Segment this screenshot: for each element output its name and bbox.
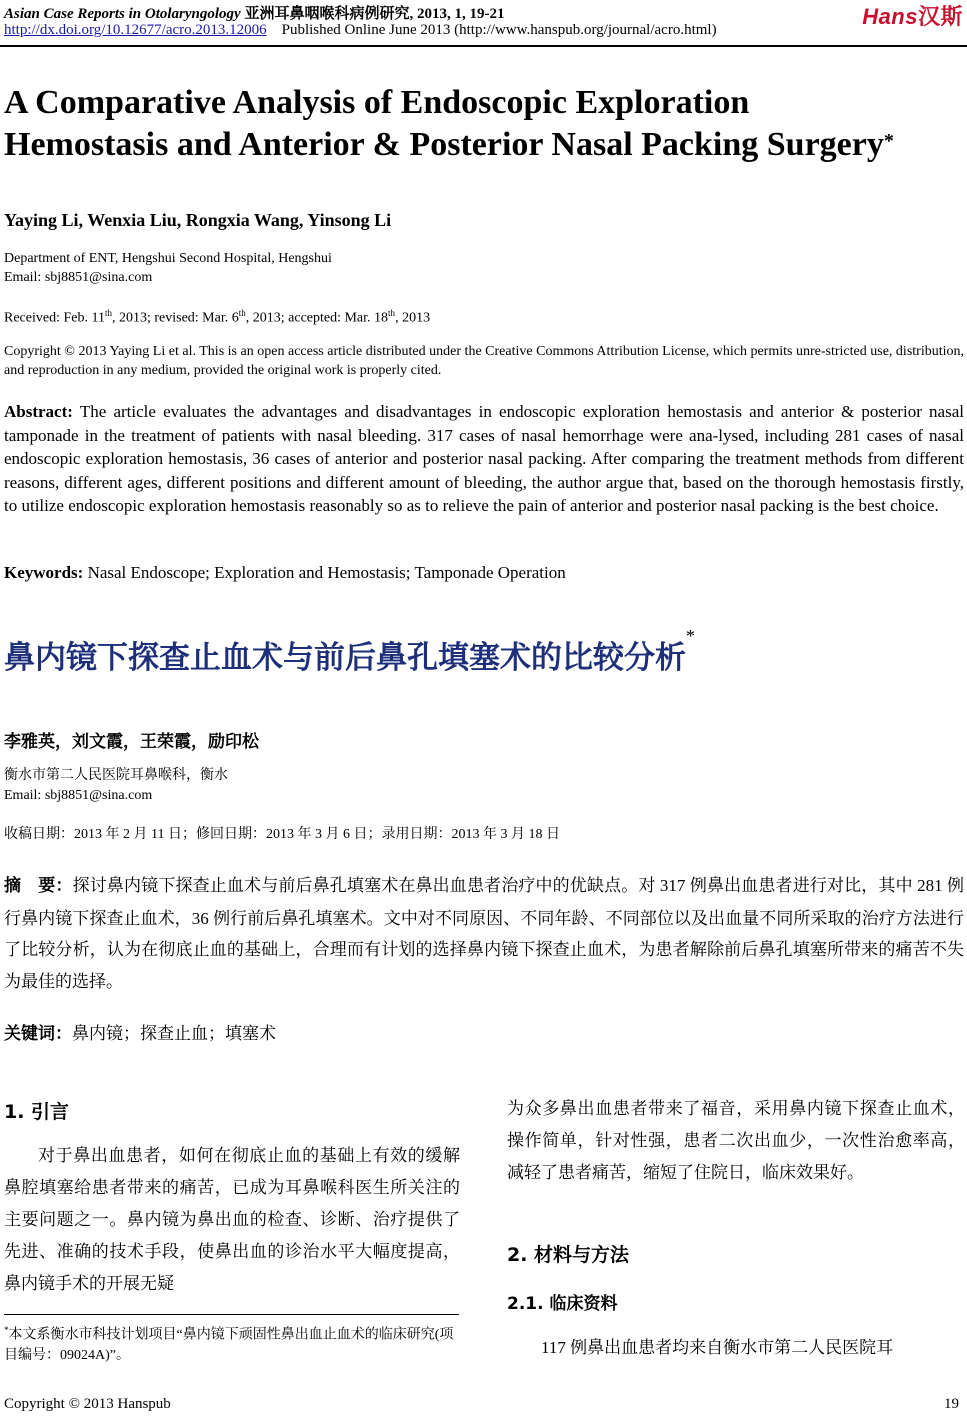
section-2-1-paragraph: 117 例鼻出血患者均来自衡水市第二人民医院耳	[541, 1338, 894, 1357]
section-2-1-text	[507, 1332, 965, 1364]
header-rule	[0, 45, 967, 47]
abstract-cn	[4, 870, 964, 997]
keywords-cn-label: 关键词：	[4, 1024, 72, 1044]
affiliation-en-block	[4, 249, 332, 287]
published-online: Published Online June 2013 (http://www.hanspub.org/journal/acro.html)	[281, 22, 717, 38]
keywords-en	[4, 563, 566, 583]
section-2-heading: 2. 材料与方法	[507, 1244, 630, 1266]
journal-name-en: Asian Case Reports in Otolaryngology	[4, 6, 241, 22]
footnote-text: 本文系衡水市科技计划项目“鼻内镜下顽固性鼻出血止血术的临床研究(项目编号：09024A)”。	[4, 1327, 454, 1363]
affiliation-cn: 衡水市第二人民医院耳鼻喉科，衡水	[4, 768, 228, 783]
email-en: Email: sbj8851@sina.com	[4, 270, 153, 285]
doi-line	[4, 22, 717, 39]
authors-en: Yaying Li, Wenxia Liu, Rongxia Wang, Yinsong Li	[4, 210, 392, 230]
accepted-text: , 2013; accepted: Mar. 18	[245, 310, 389, 326]
abstract-cn-text: 探讨鼻内镜下探查止血术与前后鼻孔填塞术在鼻出血患者治疗中的优缺点。对 317 例鼻出血患者进行对比，其中 281 例行鼻内镜下探查止血术，36 例行前后鼻孔填塞术。文中对不同原因、不同年龄、不同部位以及出血量不同所采取的治疗方法进行了比较分析，认为在彻底止血的基础上，合理而有计划的选择鼻内镜下探查止血术，为患者解除前后鼻孔填塞所带来的痛苦不失为最佳的选择。	[4, 876, 965, 991]
title-cn-text: 鼻内镜下探查止血术与前后鼻孔填塞术的比较分析	[4, 640, 686, 676]
ordinal-suffix: th	[238, 308, 246, 318]
title-cn	[4, 626, 695, 677]
footnote-mark: *	[4, 1325, 9, 1335]
footnote	[4, 1320, 460, 1366]
section-1-continuation: 为众多鼻出血患者带来了福音，采用鼻内镜下探查止血术，操作简单，针对性强，患者二次出血少，一次性治愈率高，减轻了患者痛苦，缩短了住院日，临床效果好。	[507, 1099, 965, 1182]
title-en-line1: A Comparative Analysis of Endoscopic Exploration	[4, 84, 750, 121]
received-dates-en	[4, 304, 430, 328]
title-en-line2: Hemostasis and Anterior & Posterior Nasal Packing Surgery	[4, 126, 884, 163]
keywords-cn-text: 鼻内镜；探查止血；填塞术	[72, 1024, 276, 1043]
title-cn-footnote-mark: *	[686, 626, 695, 646]
section-1-paragraph: 对于鼻出血患者，如何在彻底止血的基础上有效的缓解鼻腔填塞给患者带来的痛苦，已成为耳鼻喉科医生所关注的主要问题之一。鼻内镜为鼻出血的检查、诊断、治疗提供了先进、准确的技术手段，使鼻出血的诊治水平大幅度提高，鼻内镜手术的开展无疑	[4, 1146, 460, 1293]
revised-text: , 2013; revised: Mar. 6	[111, 310, 239, 326]
affiliation-cn-block	[4, 766, 228, 806]
journal-info-cn: 亚洲耳鼻咽喉科病例研究, 2013, 1, 19-21	[244, 6, 505, 22]
received-dates-cn: 收稿日期：2013 年 2 月 11 日；修回日期：2013 年 3 月 6 日；录用日期：2013 年 3 月 18 日	[4, 827, 560, 842]
authors-cn: 李雅英，刘文霞，王荣霞，励印松	[4, 732, 259, 752]
footnote-rule	[4, 1314, 459, 1315]
email-cn: Email: sbj8851@sina.com	[4, 788, 153, 803]
affiliation-en: Department of ENT, Hengshui Second Hospital, Hengshui	[4, 251, 332, 266]
ordinal-suffix: th	[388, 308, 396, 318]
title-footnote-mark: *	[883, 130, 894, 152]
received-text: Received: Feb. 11	[4, 310, 105, 326]
abstract-text: The article evaluates the advantages and disadvantages in endoscopic exploration hemostasis and anterior & posterior nasal tamponade in the treatment of patients with nasal bleeding. 317 cases of nasal hemorrhage were ana-lysed, including 281 cases of nasal endoscopic exploration hemostasis, 36 cases of anterior and posterior nasal packing. After comparing the treatment methods from different reasons, different ages, different positions and different amount of bleeding, the author argue that, based on the thorough hemostasis firstly, to utilize endoscopic exploration hemostasis reasonably so as to relieve the pain of anterior and posterior nasal packing is the best choice.	[4, 402, 964, 515]
copyright-notice: Copyright © 2013 Yaying Li et al. This is an open access article distributed under the Creative Commons Attribution License, which permits unre-stricted use, distribution, and reproduction in any medium, provided the original work is properly cited.	[4, 344, 964, 378]
year-text: , 2013	[395, 310, 431, 326]
keywords-label: Keywords:	[4, 563, 84, 582]
section-2-1-heading: 2.1. 临床资料	[507, 1294, 618, 1314]
section-1-right-column	[507, 1093, 965, 1189]
page-number: 19	[944, 1396, 959, 1412]
abstract-en	[4, 400, 964, 518]
abstract-label: Abstract:	[4, 402, 73, 421]
footer-copyright: Copyright © 2013 Hanspub	[4, 1396, 171, 1412]
keywords-text: Nasal Endoscope; Exploration and Hemostasis; Tamponade Operation	[83, 563, 566, 582]
title-en	[4, 82, 964, 166]
ordinal-suffix: th	[104, 308, 112, 318]
doi-link[interactable]: http://dx.doi.org/10.12677/acro.2013.12006	[4, 22, 267, 38]
logo-text-cn: 汉斯	[917, 4, 963, 29]
section-1-left-column	[4, 1140, 460, 1300]
running-header	[4, 2, 504, 23]
abstract-cn-label: 摘 要：	[4, 876, 73, 896]
keywords-cn	[4, 1019, 276, 1044]
logo-text-en: Hans	[862, 4, 918, 29]
section-1-heading: 1. 引言	[4, 1101, 70, 1123]
hans-logo	[862, 0, 963, 31]
